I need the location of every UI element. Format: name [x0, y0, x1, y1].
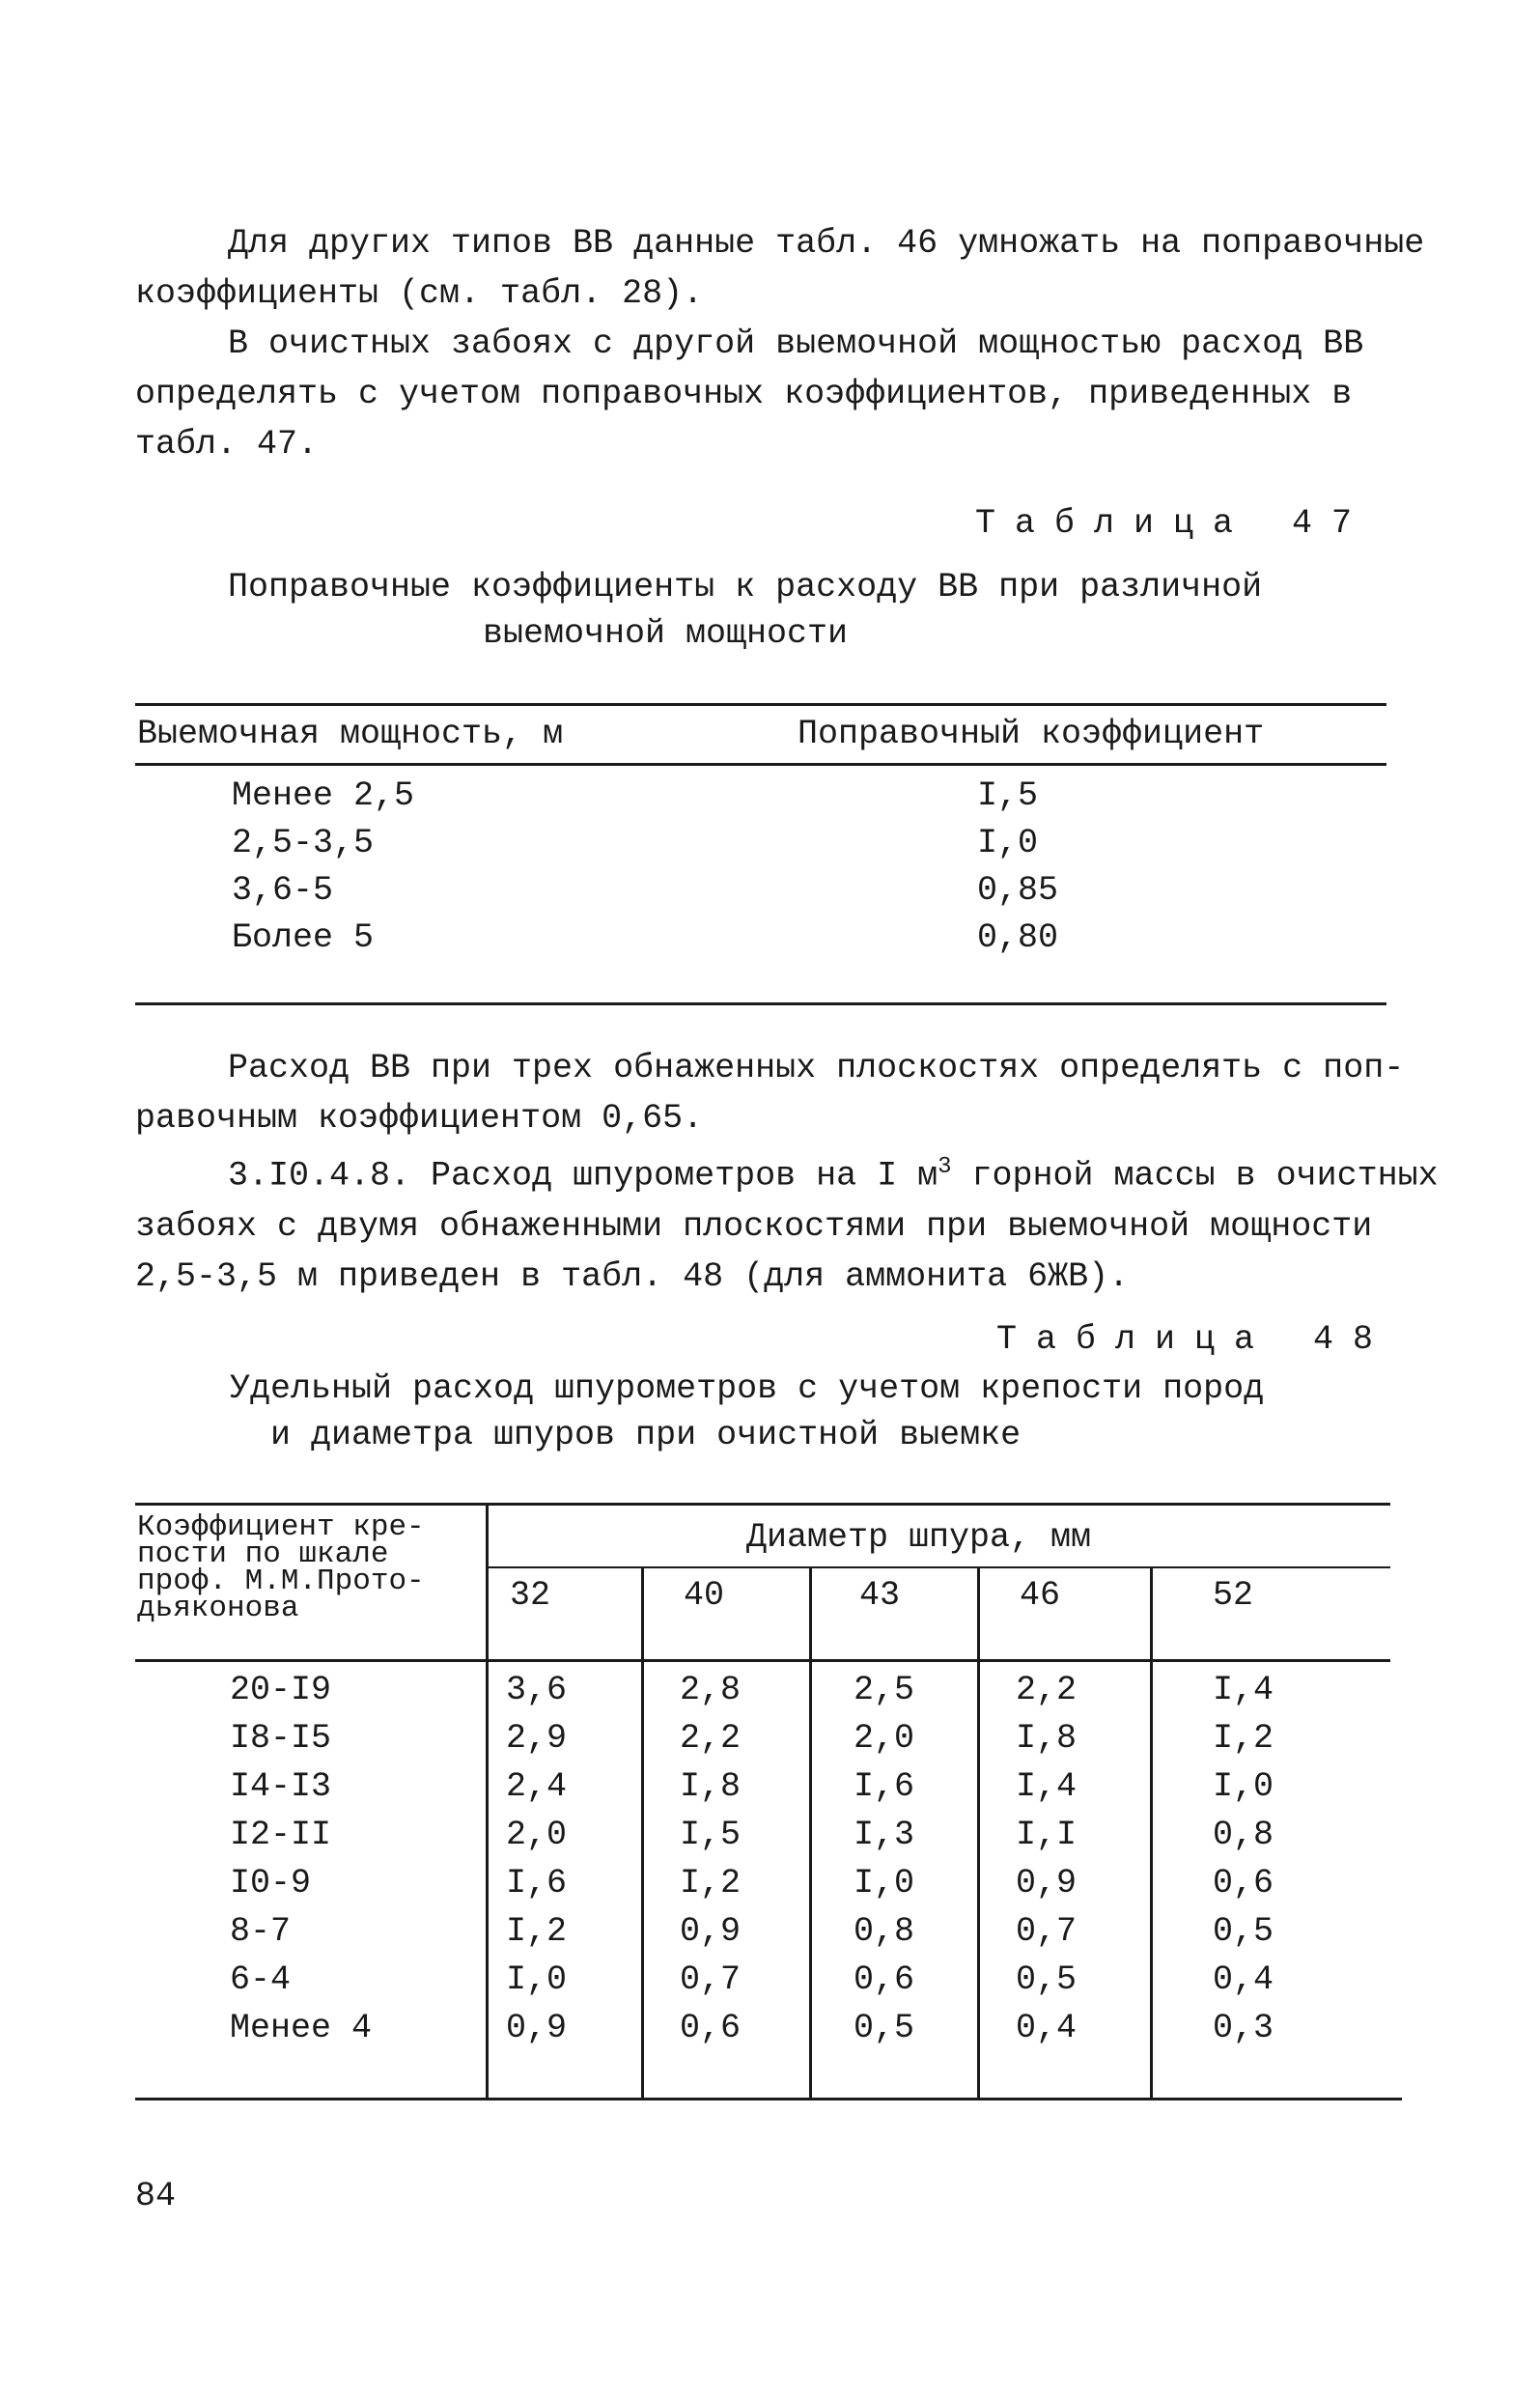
table48-diameter-header: 52 [1213, 1576, 1254, 1615]
table48-header-left [137, 1510, 425, 1625]
paragraph-three-planes [135, 1043, 1404, 1143]
table48-cell: I,0 [506, 1960, 568, 1999]
table48-cell: 2,9 [506, 1719, 568, 1758]
table48-cell: 0,5 [1213, 1912, 1274, 1951]
table48-cell: 2,0 [506, 1816, 568, 1854]
table47-caption: Поправочные коэффициенты к расходу ВВ при различной [228, 568, 1263, 606]
table48-column-rule [641, 1568, 644, 2100]
table48-cell: 0,7 [680, 1960, 742, 1999]
table48-cell: 0,9 [680, 1912, 742, 1951]
table47-label: Таблица 47 [975, 504, 1372, 543]
paragraph-line: равочным коэффициентом 0,65. [135, 1099, 704, 1138]
table48-cell: 0,6 [854, 1960, 915, 1999]
table48-hardness: I2-II [230, 1816, 332, 1854]
table47-header-rule [135, 763, 1386, 766]
table48-hardness: 20-I9 [230, 1671, 332, 1709]
table48-cell: 2,2 [680, 1719, 742, 1758]
table48-cell: 0,4 [1213, 1960, 1274, 1999]
header-line: пости по шкале [137, 1537, 389, 1571]
table47-top-rule [135, 703, 1386, 706]
paragraph-intro [135, 218, 1424, 319]
table48-cell: I,6 [854, 1767, 915, 1806]
table48-diameter-header: 40 [684, 1576, 725, 1615]
table48-bottom-rule [135, 2098, 1402, 2100]
table48-cell: I,0 [1213, 1767, 1274, 1806]
table48-diameter-header: 46 [1020, 1576, 1061, 1615]
table48-hardness: I0-9 [230, 1864, 312, 1903]
table48-column-rule [977, 1568, 980, 2100]
table48-hardness: I4-I3 [230, 1767, 332, 1806]
table48-cell: I,0 [854, 1864, 915, 1903]
paragraph-3-10-4-8 [135, 1142, 1439, 1302]
table48-cell: 2,0 [854, 1719, 915, 1758]
table48-cell: 0,7 [1016, 1912, 1078, 1951]
table48-cell: I,2 [506, 1912, 568, 1951]
table48-cell: 3,6 [506, 1671, 568, 1709]
table48-diameter-header: 32 [510, 1576, 551, 1615]
table48-column-rule [1150, 1568, 1153, 2100]
table48-cell: 2,2 [1016, 1671, 1078, 1709]
table48-cell: 0,4 [1016, 2009, 1078, 2047]
table48-cell: 0,9 [506, 2009, 568, 2047]
table48-cell: I,5 [680, 1816, 742, 1854]
table48-cell: I,8 [1016, 1719, 1078, 1758]
table47-bottom-rule [135, 1002, 1386, 1005]
table48-column-rule [809, 1568, 812, 2100]
header-line: проф. М.М.Прото- [137, 1564, 425, 1598]
table47-cell: I,5 [977, 776, 1039, 815]
paragraph-line [135, 1142, 1439, 1201]
table48-hardness: 6-4 [230, 1960, 292, 1999]
table48-cell: 0,8 [1213, 1816, 1274, 1854]
page-number: 84 [135, 2177, 177, 2215]
table48-caption: и диаметра шпуров при очистной выемке [270, 1416, 1022, 1454]
table48-cell: I,I [1016, 1816, 1078, 1854]
table48-cell: 0,6 [1213, 1864, 1274, 1903]
table48-caption: Удельный расход шпурометров с учетом крепости пород [230, 1369, 1265, 1408]
table48-header-rule [135, 1659, 1390, 1662]
superscript: 3 [938, 1154, 952, 1180]
paragraph-line: коэффициенты (см. табл. 28). [135, 274, 704, 313]
table48-cell: 0,8 [854, 1912, 915, 1951]
table48-cell: 0,5 [1016, 1960, 1078, 1999]
paragraph-correction [135, 319, 1363, 469]
paragraph-line: Расход ВВ при трех обнаженных плоскостях определять с поп- [228, 1049, 1405, 1087]
table48-cell: 2,4 [506, 1767, 568, 1806]
table47-cell: 2,5-3,5 [232, 824, 375, 862]
table48-header-group: Диаметр шпура, мм [746, 1518, 1092, 1557]
table48-cell: I,3 [854, 1816, 915, 1854]
table48-cell: 0,9 [1016, 1864, 1078, 1903]
table47-cell: Более 5 [232, 918, 375, 957]
table47-header: Поправочный коэффициент [798, 715, 1265, 753]
table47-header: Выемочная мощность, м [137, 715, 564, 753]
table48-cell: 0,6 [680, 2009, 742, 2047]
table48-hardness: I8-I5 [230, 1719, 332, 1758]
paragraph-line: забоях с двумя обнаженными плоскостями при выемочной мощности [135, 1206, 1373, 1246]
paragraph-line: В очистных забоях с другой выемочной мощностью расход ВВ [228, 324, 1364, 363]
table48-hardness: Менее 4 [230, 2009, 373, 2047]
table47-cell: 0,85 [977, 871, 1059, 910]
table48-cell: I,4 [1213, 1671, 1274, 1709]
table48-column-rule [486, 1503, 489, 2100]
table48-group-rule [488, 1566, 1390, 1568]
table48-cell: 0,5 [854, 2009, 915, 2047]
table48-cell: 2,5 [854, 1671, 915, 1709]
table48-top-rule [135, 1503, 1390, 1506]
table48-cell: I,2 [1213, 1719, 1274, 1758]
paragraph-line: определять с учетом поправочных коэффициентов, приведенных в [135, 375, 1353, 413]
table48-hardness: 8-7 [230, 1912, 292, 1951]
paragraph-text: 3.I0.4.8. Расход шпурометров на I м [228, 1156, 938, 1196]
paragraph-line: табл. 47. [135, 425, 319, 464]
table47-cell: 0,80 [977, 918, 1059, 957]
table47-caption: выемочной мощности [483, 614, 849, 653]
paragraph-line: Для других типов ВВ данные табл. 46 умножать на поправочные [228, 224, 1425, 263]
table47-cell: Менее 2,5 [232, 776, 415, 815]
table48-cell: 2,8 [680, 1671, 742, 1709]
table48-label: Таблица 48 [996, 1320, 1393, 1359]
table48-diameter-header: 43 [859, 1576, 901, 1615]
table47-cell: I,0 [977, 824, 1039, 862]
table48-cell: I,2 [680, 1864, 742, 1903]
paragraph-line: 2,5-3,5 м приведен в табл. 48 (для аммонита 6ЖВ). [135, 1256, 1130, 1296]
header-line: дьяконова [137, 1592, 299, 1625]
table47-cell: 3,6-5 [232, 871, 334, 910]
header-line: Коэффициент кре- [137, 1510, 425, 1544]
table48-cell: I,6 [506, 1864, 568, 1903]
table48-cell: I,8 [680, 1767, 742, 1806]
table48-cell: I,4 [1016, 1767, 1078, 1806]
table48-cell: 0,3 [1213, 2009, 1274, 2047]
paragraph-text: горной массы в очистных [951, 1156, 1439, 1196]
